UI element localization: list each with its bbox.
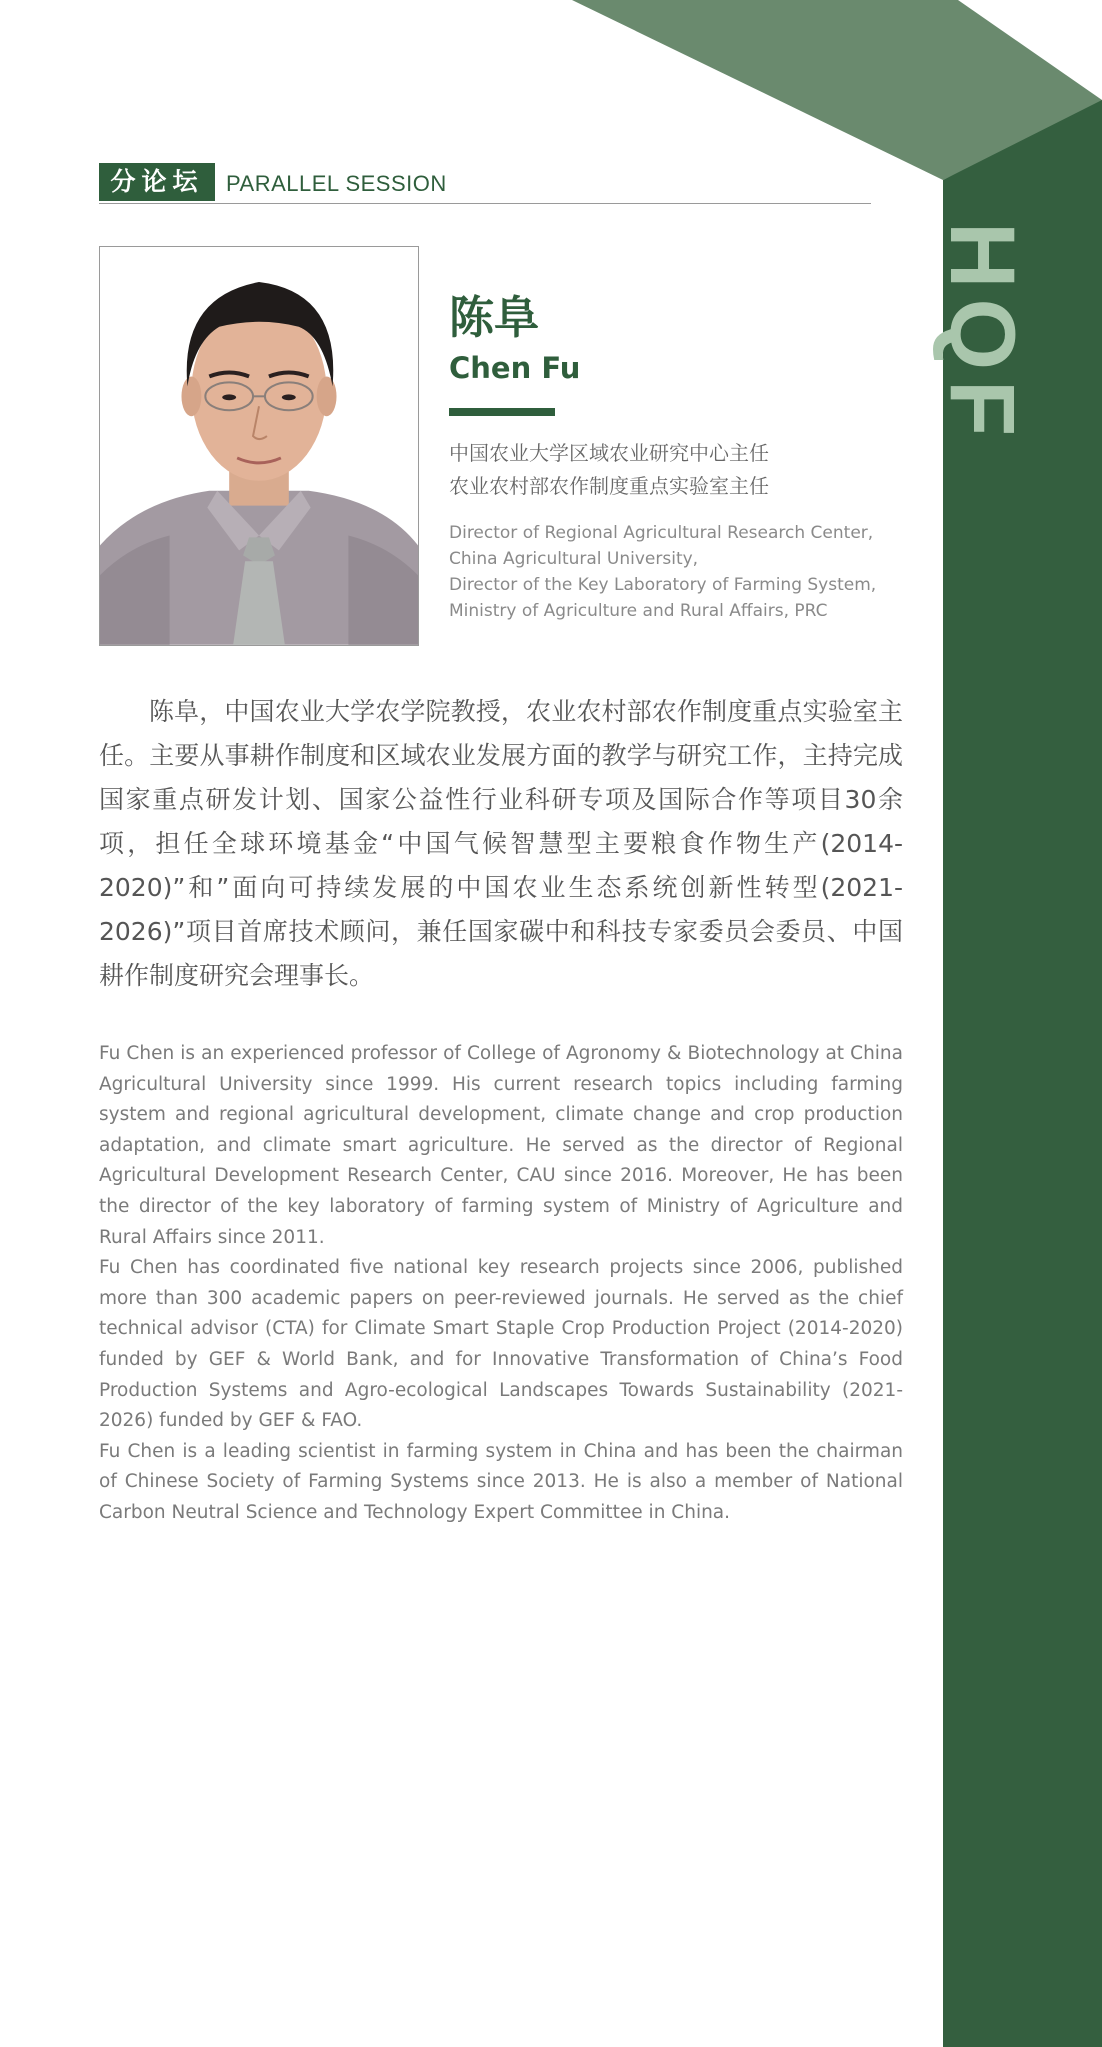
speaker-portrait bbox=[99, 246, 419, 646]
title-cn-line: 中国农业大学区域农业研究中心主任 bbox=[449, 441, 769, 465]
title-en-line: China Agricultural University, bbox=[449, 549, 699, 569]
title-en-line: Director of the Key Laboratory of Farming System, bbox=[449, 575, 877, 595]
session-label: PARALLEL SESSION bbox=[226, 171, 447, 196]
title-en-line: Director of Regional Agricultural Research Center, bbox=[449, 523, 874, 543]
titles-cn bbox=[449, 437, 769, 503]
title-cn-line: 农业农村部农作制度重点实验室主任 bbox=[449, 474, 769, 498]
biography-en-paragraph: Fu Chen is an experienced professor of College of Agronomy & Biotechnology at China Agricultural University since 1999. His current research topics including farming system and regional agricultural development, climate change and crop production adaptation, and climate smart agriculture. He served as the director of Regional Agricultural Development Research Center, CAU since 2016. Moreover, He has been the director of the key laboratory of farming system of Ministry of Agriculture and Rural Affairs since 2011. bbox=[99, 1043, 903, 1248]
portrait-illustration bbox=[100, 247, 418, 645]
biography-cn: 陈阜，中国农业大学农学院教授，农业农村部农作制度重点实验室主任。主要从事耕作制度和区域农业发展方面的教学与研究工作，主持完成国家重点研发计划、国家公益性行业科研专项及国际合作等项目30余项，担任全球环境基金“中国气候智慧型主要粮食作物生产(2014-2020)”和”面向可持续发展的中国农业生态系统创新性转型(2021-2026)”项目首席技术顾问，兼任国家碳中和科技专家委员会委员、中国耕作制度研究会理事长。 bbox=[99, 697, 903, 990]
biography-en-paragraph: Fu Chen is a leading scientist in farming system in China and has been the chairman of Chinese Society of Farming Systems since 2013. He is also a member of National Carbon Neutral Science and Technology Expert Committee in China. bbox=[99, 1440, 903, 1523]
name-underline bbox=[449, 408, 555, 416]
speaker-name-cn: 陈阜 bbox=[449, 291, 540, 344]
title-en-line: Ministry of Agriculture and Rural Affairs, PRC bbox=[449, 601, 828, 621]
biography-en bbox=[99, 1039, 903, 1529]
session-header bbox=[99, 163, 871, 204]
session-tag: 分论坛 bbox=[99, 163, 215, 201]
titles-en bbox=[449, 520, 876, 624]
speaker-name-en: Chen Fu bbox=[449, 351, 581, 385]
biography-en-paragraph: Fu Chen has coordinated five national key research projects since 2006, published more than 300 academic papers on peer-reviewed journals. He served as the chief technical advisor (CTA) for Climate Smart Staple Crop Production Project (2014-2020) funded by GEF & World Bank, and for Innovative Transformation of China’s Food Production Systems and Agro-ecological Landscapes Towards Sustainability (2021-2026) funded by GEF & FAO. bbox=[99, 1257, 903, 1432]
vertical-brand-mark: HQF bbox=[931, 222, 1033, 447]
